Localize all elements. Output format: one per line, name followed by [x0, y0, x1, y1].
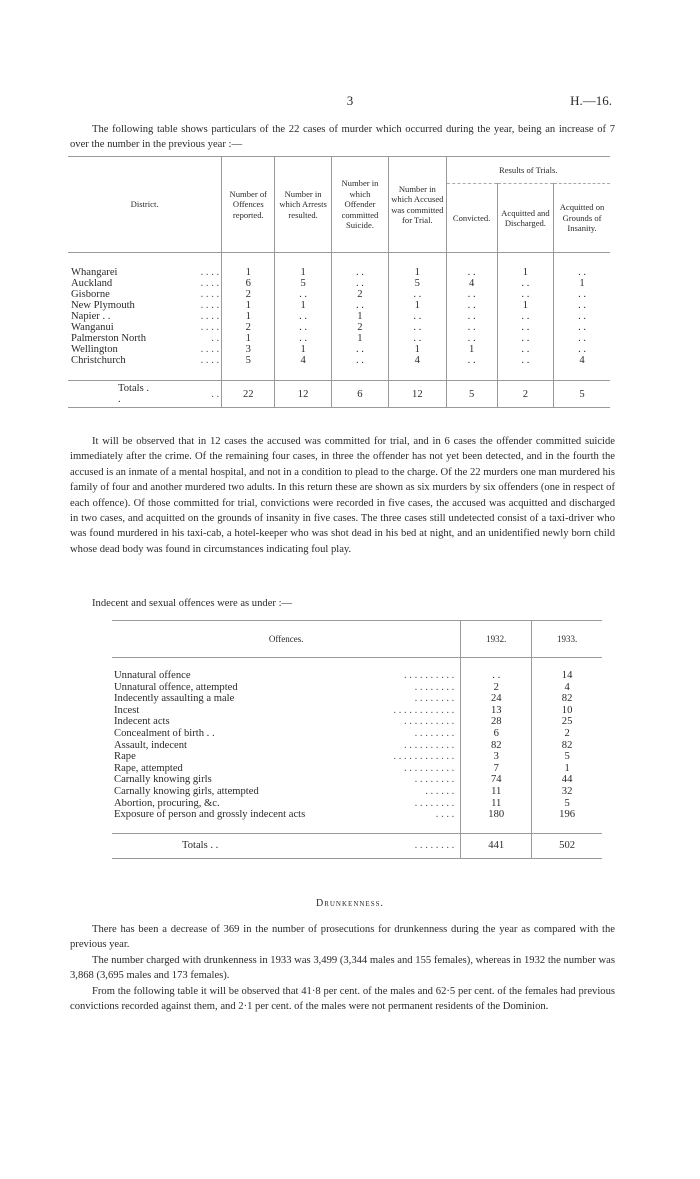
district-cell: New Plymouth	[71, 300, 135, 311]
offences-cell: 1	[222, 311, 275, 322]
district-cell: Napier . .	[71, 311, 111, 322]
committed-cell: 1	[389, 300, 446, 311]
acquitted-cell: 1	[497, 267, 553, 278]
leader-dots: . . . . . . . .	[414, 693, 455, 705]
offence-cell: Abortion, procuring, &c.	[114, 797, 220, 809]
acquitted-cell: . .	[497, 289, 553, 300]
value-1933: 82	[532, 693, 602, 705]
murder-commentary-paragraph: It will be observed that in 12 cases the accused was committed for trial, and in 6 cases the offender committed suicide immediately after the crime. Of the remaining four cases, in three the offender has not yet been detected, and in the fourth the accused is an inmate of a mental hospital, and not in a condition to plead to the charge. Of the 22 murders one man murdered his family of four and another murdered two adults. In this return these are shown as six murders by six offenders (one in respect of each offence). Of those committed for trial, convictions were recorded in five cases, the accused was acquitted and discharged in two cases, and acquitted on the grounds of insanity in five cases. The three cases still undetected consist of a taxi-driver who was found murdered in his taxi-cab, a hotel-keeper who was shot dead in his bed at night, and an unidentified newly born child whose dead body was found in circumstances indicating foul play.	[70, 436, 615, 555]
leader-dots: . . . . . . . .	[335, 833, 460, 858]
leader-dots: . . . . . . . . . .	[404, 670, 455, 681]
table-row	[68, 322, 610, 333]
table-spacer	[68, 366, 610, 381]
committed-cell: 1	[389, 267, 446, 278]
offences-cell: 2	[222, 289, 275, 300]
total-1933: 502	[532, 833, 602, 858]
value-1933: 25	[532, 716, 602, 728]
table-row	[68, 300, 610, 311]
leader-dots: . . . . . . . . . . . .	[393, 704, 455, 716]
value-1933: 1	[532, 763, 602, 775]
committed-cell: 4	[389, 355, 446, 366]
acquitted-cell: . .	[497, 322, 553, 333]
value-1932: 3	[461, 751, 532, 763]
suicide-cell: 1	[331, 311, 388, 322]
leader-dots: . . . . . . . .	[414, 797, 455, 809]
leader-dots: . . . .	[200, 344, 220, 355]
offence-cell: Incest	[114, 704, 140, 716]
offence-cell: Exposure of person and grossly indecent acts	[114, 809, 306, 821]
value-1932: 11	[461, 798, 532, 810]
offence-cell: Indecently assaulting a male	[114, 693, 235, 705]
table-row	[112, 682, 602, 694]
offences-cell: 3	[222, 344, 275, 355]
acquitted-cell: . .	[497, 333, 553, 344]
arrests-cell: 5	[275, 278, 331, 289]
header-acquitted: Acquitted and Discharged.	[497, 184, 553, 253]
committed-cell: 5	[389, 278, 446, 289]
convicted-cell: . .	[446, 355, 497, 366]
table-row	[112, 763, 602, 775]
totals-label: Totals . .	[112, 833, 335, 858]
header-results: Results of Trials.	[446, 157, 610, 184]
table-row	[112, 786, 602, 798]
table-row	[68, 333, 610, 344]
convicted-cell: . .	[446, 267, 497, 278]
offences-cell: 1	[222, 300, 275, 311]
header-1932: 1932.	[461, 621, 532, 658]
district-cell: Gisborne	[71, 289, 110, 300]
total-committed: 12	[389, 381, 446, 408]
value-1933: 5	[532, 751, 602, 763]
table-row	[112, 740, 602, 752]
leader-dots: . . . . . . . .	[414, 774, 455, 786]
suicide-cell: . .	[331, 355, 388, 366]
acquitted-cell: . .	[497, 311, 553, 322]
page-number: 3	[346, 93, 354, 108]
acquitted-cell: . .	[497, 355, 553, 366]
offence-cell: Rape, attempted	[114, 762, 183, 774]
district-cell: Whangarei	[71, 267, 118, 278]
offence-cell: Rape	[114, 751, 136, 763]
header-insanity: Acquitted on Grounds of Insanity.	[554, 184, 610, 253]
district-cell: Wellington	[71, 344, 118, 355]
acquitted-cell: . .	[497, 344, 553, 355]
table-row	[112, 751, 602, 763]
total-convicted: 5	[446, 381, 497, 408]
table-row	[112, 705, 602, 717]
convicted-cell: . .	[446, 300, 497, 311]
suicide-cell: . .	[331, 267, 388, 278]
header-1933: 1933.	[532, 621, 602, 658]
arrests-cell: . .	[275, 322, 331, 333]
insanity-cell: . .	[554, 300, 610, 311]
leader-dots: . . . .	[200, 300, 220, 311]
total-acquitted: 2	[497, 381, 553, 408]
value-1933: 82	[532, 740, 602, 752]
table-row	[112, 728, 602, 740]
total-arrests: 12	[275, 381, 331, 408]
committed-cell: . .	[389, 289, 446, 300]
leader-dots: . . . . . .	[425, 785, 455, 797]
totals-label: Totals . .	[68, 381, 152, 408]
value-1933: 44	[532, 774, 602, 786]
insanity-cell: . .	[554, 289, 610, 300]
insanity-cell: . .	[554, 333, 610, 344]
header-convicted: Convicted.	[446, 184, 497, 253]
value-1933: 2	[532, 728, 602, 740]
leader-dots: . . . .	[435, 809, 455, 821]
leader-dots: . . . . . . . . . .	[404, 762, 455, 774]
committed-cell: . .	[389, 322, 446, 333]
arrests-cell: 4	[275, 355, 331, 366]
offence-cell: Indecent acts	[114, 716, 170, 728]
offence-cell: Carnally knowing girls, attempted	[114, 785, 259, 797]
drunkenness-paragraph-2: The number charged with drunkenness in 1933 was 3,499 (3,344 males and 155 females), whereas in 1932 the number was 3,868 (3,695 males and 173 females).	[70, 955, 615, 982]
value-1932: 2	[461, 682, 532, 694]
total-offences: 22	[222, 381, 275, 408]
insanity-cell: 4	[554, 355, 610, 366]
value-1932: 13	[461, 705, 532, 717]
convicted-cell: 1	[446, 344, 497, 355]
header-suicide: Number in which Offender committed Suicide.	[331, 157, 388, 253]
offence-cell: Unnatural offence	[114, 670, 191, 681]
arrests-cell: . .	[275, 333, 331, 344]
value-1932: 24	[461, 693, 532, 705]
table-spacer	[112, 821, 602, 834]
insanity-cell: . .	[554, 322, 610, 333]
district-cell: Palmerston North	[71, 333, 147, 344]
offences-cell: 2	[222, 322, 275, 333]
totals-row	[68, 381, 610, 408]
drunkenness-paragraph-1: There has been a decrease of 369 in the number of prosecutions for drunkenness during the year as compared with the previous year.	[70, 924, 615, 951]
offence-cell: Unnatural offence, attempted	[114, 681, 238, 693]
value-1932: 74	[461, 774, 532, 786]
district-cell: Auckland	[71, 278, 113, 289]
leader-dots: . . . .	[200, 355, 220, 366]
value-1933: 32	[532, 786, 602, 798]
acquitted-cell: 1	[497, 300, 553, 311]
insanity-cell: . .	[554, 344, 610, 355]
value-1933: 10	[532, 705, 602, 717]
table-row	[112, 716, 602, 728]
insanity-cell: . .	[554, 267, 610, 278]
total-suicide: 6	[331, 381, 388, 408]
offence-cell: Concealment of birth . .	[114, 727, 215, 739]
drunkenness-paragraph-3: From the following table it will be observed that 41·8 per cent. of the males and 62·5 per cent. of the females had previous convictions recorded against them, and 2·1 per cent. of the males were not permanent residents of the Dominion.	[70, 986, 615, 1013]
leader-dots: . . . . . . . . . . . .	[393, 751, 455, 763]
table-row	[68, 289, 610, 300]
section-heading-drunkenness: Drunkenness.	[315, 898, 384, 909]
insanity-cell: 1	[554, 278, 610, 289]
value-1932: 180	[461, 809, 532, 821]
leader-dots: . . . . . . . .	[414, 727, 455, 739]
arrests-cell: 1	[275, 300, 331, 311]
table-row	[112, 774, 602, 786]
header-committed: Number in which Accused was committed for Trial.	[389, 157, 446, 253]
leader-dots: . . . . . . . . . .	[404, 716, 455, 728]
table-row	[68, 355, 610, 366]
suicide-cell: . .	[331, 300, 388, 311]
convicted-cell: . .	[446, 311, 497, 322]
arrests-cell: 1	[275, 267, 331, 278]
acquitted-cell: . .	[497, 278, 553, 289]
total-insanity: 5	[554, 381, 610, 408]
table-row	[68, 267, 610, 278]
value-1933: 196	[532, 809, 602, 821]
table-row	[68, 344, 610, 355]
value-1932: 11	[461, 786, 532, 798]
table-row	[112, 693, 602, 705]
district-cell: Wanganui	[71, 322, 114, 333]
offences-cell: 1	[222, 267, 275, 278]
value-1933: 14	[532, 670, 602, 682]
header-arrests: Number in which Arrests resulted.	[275, 157, 331, 253]
suicide-cell: . .	[331, 344, 388, 355]
suicide-cell: 2	[331, 289, 388, 300]
leader-dots: . . . .	[200, 311, 220, 322]
table-row	[112, 670, 602, 682]
table-row	[112, 809, 602, 821]
intro-paragraph: The following table shows particulars of the 22 cases of murder which occurred during the year, being an increase of 7 over the number in the previous year :—	[70, 124, 615, 151]
header-offences-col: Offences.	[112, 621, 461, 658]
leader-dots: . .	[152, 381, 222, 408]
leader-dots: . . . . . . . . . .	[404, 739, 455, 751]
header-offences: Number of Offences reported.	[222, 157, 275, 253]
leader-dots: . . . . . . . .	[414, 681, 455, 693]
committed-cell: 1	[389, 344, 446, 355]
arrests-cell: . .	[275, 311, 331, 322]
value-1932: 82	[461, 740, 532, 752]
insanity-cell: . .	[554, 311, 610, 322]
leader-dots: . .	[211, 333, 220, 344]
total-1932: 441	[461, 833, 532, 858]
convicted-cell: . .	[446, 322, 497, 333]
leader-dots: . . . .	[200, 322, 220, 333]
committed-cell: . .	[389, 311, 446, 322]
district-cell: Christchurch	[71, 355, 126, 366]
offences-cell: 6	[222, 278, 275, 289]
leader-dots: . . . .	[200, 267, 220, 278]
value-1932: 28	[461, 716, 532, 728]
convicted-cell: . .	[446, 333, 497, 344]
sexual-offences-intro: Indecent and sexual offences were as under :—	[92, 598, 293, 609]
table-row	[68, 311, 610, 322]
suicide-cell: . .	[331, 278, 388, 289]
sexual-offences-table	[112, 620, 602, 859]
arrests-cell: . .	[275, 289, 331, 300]
table-row	[112, 798, 602, 810]
value-1932: . .	[461, 670, 532, 682]
offences-cell: 5	[222, 355, 275, 366]
totals-row	[112, 833, 602, 858]
value-1932: 7	[461, 763, 532, 775]
offence-cell: Assault, indecent	[114, 739, 187, 751]
value-1933: 5	[532, 798, 602, 810]
convicted-cell: 4	[446, 278, 497, 289]
table-row	[68, 278, 610, 289]
arrests-cell: 1	[275, 344, 331, 355]
header-district: District.	[68, 157, 222, 253]
suicide-cell: 2	[331, 322, 388, 333]
value-1933: 4	[532, 682, 602, 694]
murder-table	[68, 156, 610, 408]
leader-dots: . . . .	[200, 278, 220, 289]
suicide-cell: 1	[331, 333, 388, 344]
value-1932: 6	[461, 728, 532, 740]
leader-dots: . . . .	[200, 289, 220, 300]
page-reference: H.—16.	[570, 93, 612, 108]
offence-cell: Carnally knowing girls	[114, 774, 212, 786]
convicted-cell: . .	[446, 289, 497, 300]
offences-cell: 1	[222, 333, 275, 344]
committed-cell: . .	[389, 333, 446, 344]
